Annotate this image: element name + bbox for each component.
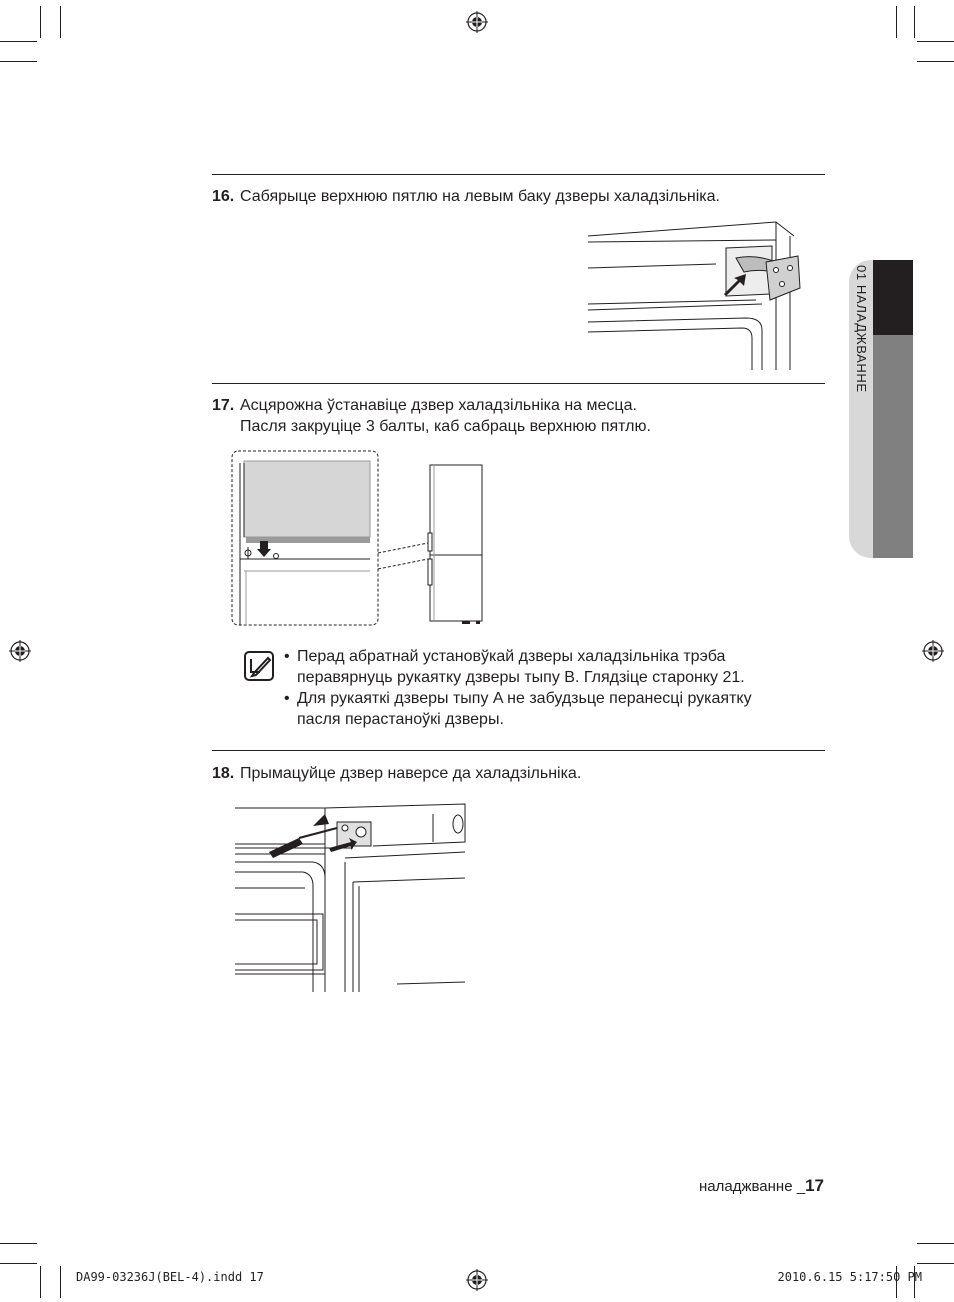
crop-mark <box>917 41 954 42</box>
registration-mark-icon <box>9 640 31 662</box>
page-footer <box>699 1176 824 1196</box>
note-list <box>284 646 752 730</box>
registration-mark-icon <box>922 640 944 662</box>
door-fastening-illustration <box>233 802 467 994</box>
crop-mark <box>917 1263 954 1264</box>
registration-mark-icon <box>466 1269 488 1291</box>
registration-mark-icon <box>466 11 488 33</box>
print-slug-file: DA99-03236J(BEL-4).indd 17 <box>76 1270 264 1284</box>
crop-mark <box>60 6 61 38</box>
note-pencil-icon <box>244 651 274 681</box>
step-number: 17. <box>212 397 235 414</box>
step-text: Сабярыце верхнюю пятлю на левым баку дзверы халадзільніка. <box>240 188 720 205</box>
note-text: перавярнуць рукаятку дзверы тыпу B. Глядзіце старонку 21. <box>297 669 745 686</box>
chapter-tab-bar <box>873 335 913 558</box>
step-text: Прымацуйце дзвер наверсе да халадзільніка. <box>240 765 582 782</box>
section-divider <box>212 383 825 384</box>
step-number: 18. <box>212 765 235 782</box>
crop-mark <box>917 1243 954 1244</box>
crop-mark <box>896 6 897 38</box>
crop-mark <box>914 6 915 38</box>
crop-mark <box>60 1266 61 1298</box>
step-text: Асцярожна ўстанавіце дзвер халадзільніка на месца. <box>240 397 637 414</box>
crop-mark <box>917 61 954 62</box>
hinge-removal-illustration <box>586 218 806 372</box>
step-text: Пасля закруціце 3 балты, каб сабраць верхнюю пятлю. <box>240 418 651 435</box>
note-text: • Для рукаяткі дзверы тыпу A не забудзьце перанесці рукаятку <box>297 690 752 707</box>
section-divider <box>212 174 825 175</box>
note-item <box>284 646 752 688</box>
crop-mark <box>0 61 37 62</box>
door-installation-illustration <box>230 449 490 629</box>
step-18 <box>212 763 581 784</box>
section-divider <box>212 750 825 751</box>
note-text: пасля перастаноўкі дзверы. <box>297 711 504 728</box>
crop-mark <box>0 1263 37 1264</box>
footer-section: наладжванне _ <box>699 1178 806 1195</box>
chapter-label: 01 НАЛАДЖВАННЕ <box>854 265 869 393</box>
crop-mark <box>40 1266 41 1298</box>
step-number: 16. <box>212 188 235 205</box>
step-16 <box>212 186 720 207</box>
chapter-tab-marker <box>873 260 913 335</box>
crop-mark <box>0 1243 37 1244</box>
step-17 <box>212 395 651 437</box>
print-slug-timestamp: 2010.6.15 5:17:50 PM <box>777 1270 922 1284</box>
crop-mark <box>40 6 41 38</box>
crop-mark <box>0 41 37 42</box>
page-number: 17 <box>805 1176 824 1195</box>
note-item <box>284 688 752 730</box>
note-text: • Перад абратнай установўкай дзверы халадзільніка трэба <box>297 648 726 665</box>
